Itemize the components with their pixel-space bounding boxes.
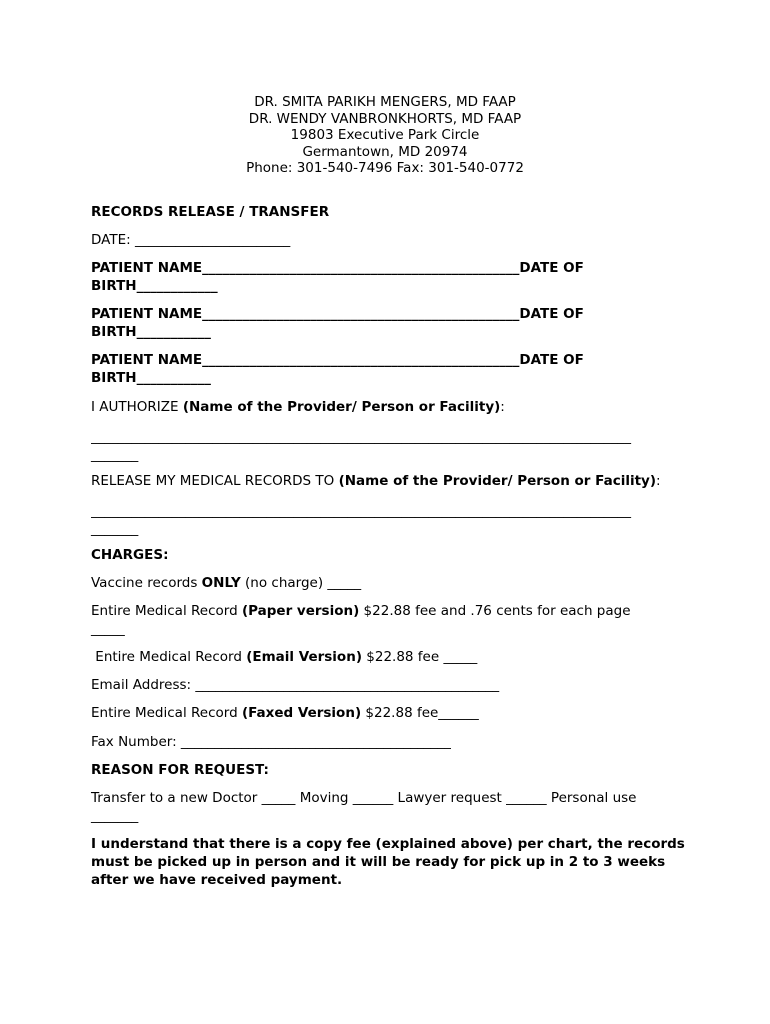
faxed-version-label: (Faxed Version) <box>241 705 362 721</box>
birth-line-1 <box>91 277 218 295</box>
email-fee: $22.88 fee _____ <box>361 649 478 665</box>
street-address: 19803 Executive Park Circle <box>290 127 480 143</box>
vaccine-records-option <box>91 574 361 592</box>
patient-name-label: PATIENT NAME <box>91 260 203 276</box>
release-line <box>91 472 661 490</box>
birth-blank: ___________ <box>136 324 211 340</box>
faxed-fee: $22.88 fee______ <box>361 705 479 721</box>
authorize-provider-label: (Name of the Provider/ Person or Facility) <box>182 399 501 415</box>
email-prefix: Entire Medical Record <box>91 649 247 665</box>
patient-name-line-3 <box>91 351 584 369</box>
birth-line-3 <box>91 369 211 387</box>
date-field: DATE: _______________________ <box>91 232 291 248</box>
patient-name-blank: _______________________________________________ <box>202 352 520 368</box>
fax-number-field: Fax Number: ________________________________________ <box>91 734 451 750</box>
acknowledgement-statement: I understand that there is a copy fee (explained above) per chart, the records must be picked up in person and it will be ready for pick up in 2 to 3 weeks after we have received payment. <box>91 836 685 888</box>
patient-name-label: PATIENT NAME <box>91 352 203 368</box>
birth-label: BIRTH <box>91 278 137 294</box>
faxed-prefix: Entire Medical Record <box>91 705 242 721</box>
faxed-version-option <box>91 704 479 722</box>
release-blank-line: ________________________________________________________________________________ <box>91 503 631 519</box>
date-of-label: DATE OF <box>519 306 584 322</box>
release-blank-continuation: _______ <box>91 521 139 537</box>
email-version-label: (Email Version) <box>246 649 362 665</box>
doctor-name-1: DR. SMITA PARIKH MENGERS, MD FAAP <box>254 94 516 110</box>
paper-version-blank: _____ <box>91 621 125 637</box>
patient-name-line-1 <box>91 259 584 277</box>
birth-label: BIRTH <box>91 370 137 386</box>
birth-blank: ___________ <box>136 370 211 386</box>
date-of-label: DATE OF <box>519 260 584 276</box>
paper-version-option <box>91 602 631 620</box>
reason-options: Transfer to a new Doctor _____ Moving ______ Lawyer request ______ Personal use <box>91 790 637 806</box>
email-address-field: Email Address: _____________________________________________ <box>91 677 500 693</box>
authorize-blank-line: ________________________________________________________________________________ <box>91 429 631 445</box>
paper-prefix: Entire Medical Record <box>91 603 242 619</box>
vaccine-prefix: Vaccine records <box>91 575 202 591</box>
birth-line-2 <box>91 323 211 341</box>
paper-version-label: (Paper version) <box>241 603 360 619</box>
release-provider-label: (Name of the Provider/ Person or Facility) <box>338 473 657 489</box>
release-colon: : <box>656 473 661 489</box>
patient-name-blank: _______________________________________________ <box>202 306 520 322</box>
authorize-colon: : <box>500 399 505 415</box>
letterhead <box>0 94 770 177</box>
vaccine-suffix: (no charge) _____ <box>240 575 362 591</box>
patient-name-line-2 <box>91 305 584 323</box>
patient-name-label: PATIENT NAME <box>91 306 203 322</box>
release-prefix: RELEASE MY MEDICAL RECORDS TO <box>91 473 339 489</box>
authorize-line <box>91 398 505 416</box>
birth-label: BIRTH <box>91 324 137 340</box>
doctor-name-2: DR. WENDY VANBRONKHORTS, MD FAAP <box>248 110 522 127</box>
date-of-label: DATE OF <box>519 352 584 368</box>
city-state-zip: Germantown, MD 20974 <box>302 143 468 160</box>
email-version-option <box>91 648 477 666</box>
paper-fee: $22.88 fee and .76 cents for each page <box>359 603 631 619</box>
phone-fax: Phone: 301-540-7496 Fax: 301-540-0772 <box>246 160 524 176</box>
authorize-prefix: I AUTHORIZE <box>91 399 183 415</box>
charges-heading: CHARGES: <box>91 547 169 563</box>
authorize-blank-continuation: _______ <box>91 447 139 463</box>
patient-name-blank: _______________________________________________ <box>202 260 520 276</box>
form-title: RECORDS RELEASE / TRANSFER <box>91 204 330 220</box>
reason-heading: REASON FOR REQUEST: <box>91 762 269 778</box>
reason-options-continuation: _______ <box>91 808 139 824</box>
birth-blank: ____________ <box>136 278 218 294</box>
vaccine-only-label: ONLY <box>201 575 241 591</box>
